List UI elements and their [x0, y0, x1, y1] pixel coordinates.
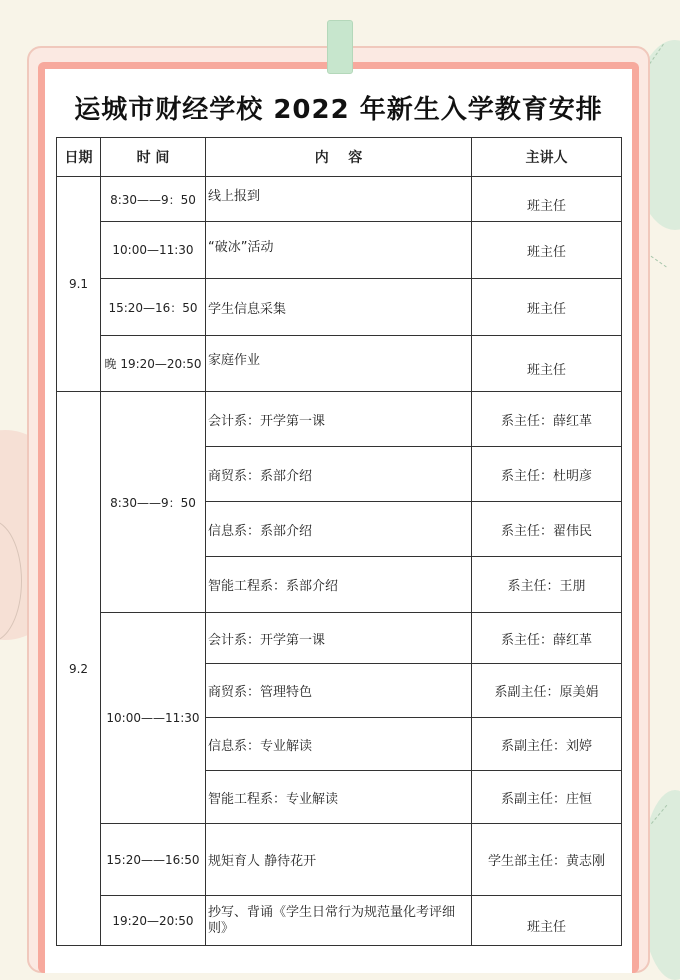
speaker-text: 班主任	[526, 363, 566, 378]
date-cell: 9.1	[57, 177, 101, 392]
content-cell: 商贸系：管理特色	[206, 664, 472, 718]
content-cell: 会计系：开学第一课	[206, 392, 472, 447]
time-cell: 10:00——11:30	[101, 613, 206, 824]
speaker-cell: 学生部主任：黄志刚	[472, 824, 622, 896]
table-row	[57, 824, 622, 896]
content-text: “破冰”活动	[208, 239, 274, 255]
content-cell	[206, 177, 472, 222]
time-cell: 8:30——9：50	[101, 177, 206, 222]
content-text: 线上报到	[208, 188, 261, 204]
header-content: 内 容	[206, 138, 472, 177]
speaker-cell: 系主任：杜明彦	[472, 447, 622, 502]
table-row	[57, 222, 622, 279]
header-date: 日期	[57, 138, 101, 177]
time-cell: 晚 19:20—20:50	[101, 336, 206, 392]
speaker-cell: 系主任：王朋	[472, 557, 622, 613]
speaker-cell: 系副主任：原美娟	[472, 664, 622, 718]
document-paper	[45, 69, 632, 973]
content-cell: 会计系：开学第一课	[206, 613, 472, 664]
time-cell: 8:30——9：50	[101, 392, 206, 613]
time-cell: 10:00—11:30	[101, 222, 206, 279]
speaker-cell: 系副主任：刘婷	[472, 718, 622, 771]
speaker-cell: 系副主任：庄恒	[472, 771, 622, 824]
table-header-row	[57, 138, 622, 177]
speaker-cell: 班主任	[472, 279, 622, 336]
table-row	[57, 896, 622, 946]
content-cell	[206, 336, 472, 392]
table-row	[57, 392, 622, 447]
speaker-cell	[472, 336, 622, 392]
speaker-cell	[472, 177, 622, 222]
table-row	[57, 336, 622, 392]
tape-decoration	[327, 20, 353, 74]
time-cell: 15:20——16:50	[101, 824, 206, 896]
content-cell: 信息系：专业解读	[206, 718, 472, 771]
time-cell: 15:20—16：50	[101, 279, 206, 336]
speaker-cell: 系主任：薛红革	[472, 392, 622, 447]
content-cell: 学生信息采集	[206, 279, 472, 336]
content-cell	[206, 222, 472, 279]
header-time: 时 间	[101, 138, 206, 177]
content-text: 抄写、背诵《学生日常行为规范量化考评细则》	[208, 904, 456, 936]
table-row	[57, 177, 622, 222]
content-cell: 信息系：系部介绍	[206, 502, 472, 557]
speaker-cell: 系主任：翟伟民	[472, 502, 622, 557]
speaker-cell	[472, 896, 622, 946]
table-row	[57, 279, 622, 336]
content-cell: 智能工程系：系部介绍	[206, 557, 472, 613]
time-text: 19:20—20:50	[112, 913, 194, 928]
header-speaker: 主讲人	[472, 138, 622, 177]
document-title: 运城市财经学校 2022 年新生入学教育安排	[74, 95, 603, 125]
speaker-cell: 系主任：薛红革	[472, 613, 622, 664]
content-cell	[206, 896, 472, 946]
speaker-text: 班主任	[526, 920, 566, 935]
date-cell: 9.2	[57, 392, 101, 946]
content-cell: 智能工程系：专业解读	[206, 771, 472, 824]
content-cell: 规矩育人 静待花开	[206, 824, 472, 896]
schedule-table	[56, 137, 622, 946]
time-cell	[101, 896, 206, 946]
table-row	[57, 613, 622, 664]
speaker-cell: 班主任	[472, 222, 622, 279]
content-cell: 商贸系：系部介绍	[206, 447, 472, 502]
speaker-text: 班主任	[526, 198, 566, 214]
content-text: 家庭作业	[208, 353, 261, 368]
